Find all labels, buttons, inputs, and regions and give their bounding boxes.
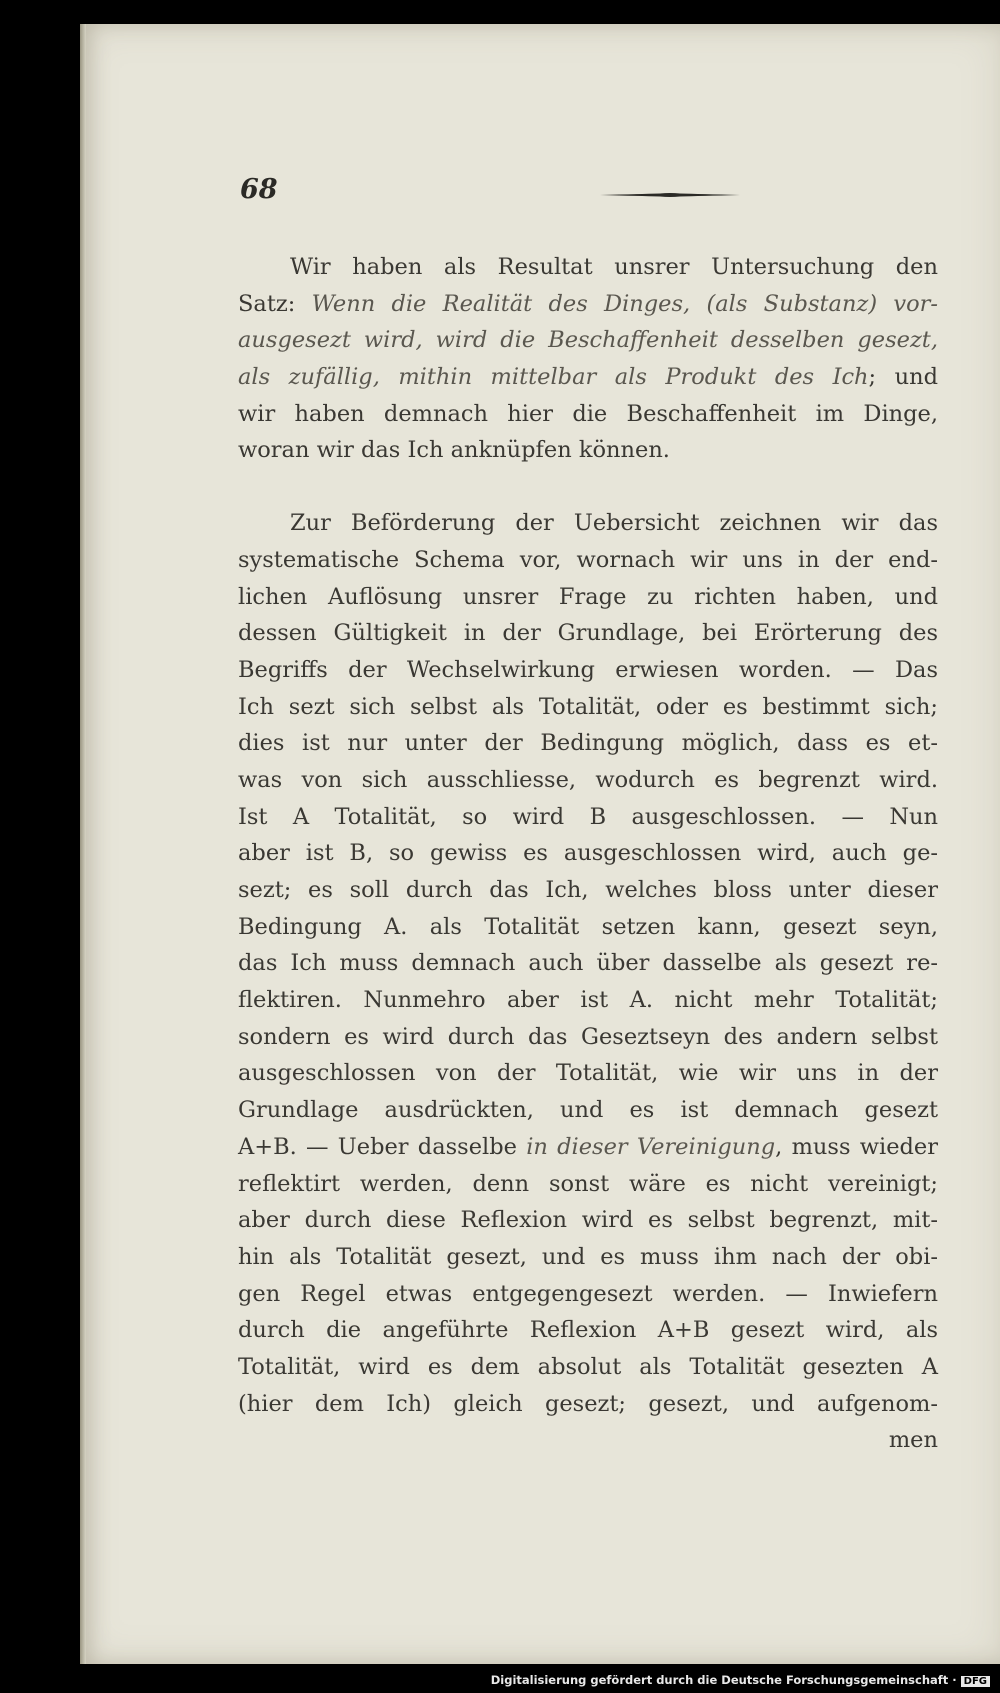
text-line: sondern es wird durch das Geseztseyn des andern selbst [238,1023,938,1050]
text-line: dies ist nur unter der Bedingung möglich, dass es et- [238,730,938,757]
text-line: ausgeschlossen von der Totalität, wie wir uns in der [238,1060,938,1087]
text-line: wir haben demnach hier die Beschaffenheit im Dinge, [238,400,938,427]
text-line: aber ist B, so gewiss es ausgeschlossen wird, auch ge- [238,840,938,867]
dfg-logo: DFG [961,1676,990,1687]
page-number: 68 [240,174,278,205]
text-line: (hier dem Ich) gleich gesezt; gesezt, und aufgenom- [238,1390,938,1417]
text-line: Satz: Wenn die Realität des Dinges, (als Substanz) vor- [238,290,938,317]
text-line: dessen Gültigkeit in der Grundlage, bei Erörterung des [238,620,938,647]
paragraph-1 [238,249,938,469]
text-line: hin als Totalität gesezt, und es muss ihm nach der obi- [238,1243,938,1270]
text-line: durch die angeführte Reflexion A+B gesezt wird, als [238,1317,938,1344]
body-text [238,249,938,1459]
text-line: Ist A Totalität, so wird B ausgeschlossen. — Nun [238,803,938,830]
page-binding-edge [80,24,86,1664]
text-line: Bedingung A. als Totalität setzen kann, gesezt seyn, [238,913,938,940]
text-line: systematische Schema vor, wornach wir uns in der end- [238,546,938,573]
italic-phrase: in dieser Vereinigung [526,1133,776,1160]
text-line: Grundlage ausdrückten, und es ist demnach gesezt [238,1097,938,1124]
paragraph-gap [238,469,938,505]
text-line: was von sich ausschliesse, wodurch es begrenzt wird. [238,766,938,793]
header-ornament-rule [600,192,740,198]
text-line: als zufällig, mithin mittelbar als Produkt des Ich; und [238,364,938,391]
text-line: Zur Beförderung der Uebersicht zeichnen wir das [290,510,938,537]
text-line: flektiren. Nunmehro aber ist A. nicht mehr Totalität; [238,987,938,1014]
text-line: woran wir das Ich anknüpfen können. [238,437,670,464]
book-page [80,24,1000,1664]
text-line: reflektirt werden, denn sonst wäre es nicht vereinigt; [238,1170,938,1197]
text-line: Ich sezt sich selbst als Totalität, oder es bestimmt sich; [238,693,938,720]
text-line: aber durch diese Reflexion wird es selbst begrenzt, mit- [238,1207,938,1234]
text-line: ausgesezt wird, wird die Beschaffenheit desselben gesezt, [238,327,938,354]
italic-phrase: als zufällig, mithin mittelbar als Produkt des Ich [238,364,869,391]
text-line: Wir haben als Resultat unsrer Untersuchung den [290,254,938,280]
text-line: Totalität, wird es dem absolut als Totalität gesezten A [238,1353,938,1380]
paragraph-2 [238,505,938,1459]
italic-phrase: Wenn die Realität des Dinges, (als Substanz) vor- [311,290,938,317]
text-line: Begriffs der Wechselwirkung erwiesen worden. — Das [238,656,938,683]
text-line: sezt; es soll durch das Ich, welches bloss unter dieser [238,877,938,903]
text-line: lichen Auflösung unsrer Frage zu richten haben, und [238,583,938,610]
digitization-credit: Digitalisierung gefördert durch die Deutsche Forschungsgemeinschaft · DFG [491,1673,990,1687]
catchword: men [888,1427,938,1454]
text-line: gen Regel etwas entgegengesezt werden. — Inwiefern [238,1280,938,1307]
text-line: das Ich muss demnach auch über dasselbe als gesezt re- [238,950,938,977]
page-header [240,174,860,214]
text-line: A+B. — Ueber dasselbe in dieser Vereinigung, muss wieder [238,1133,938,1160]
